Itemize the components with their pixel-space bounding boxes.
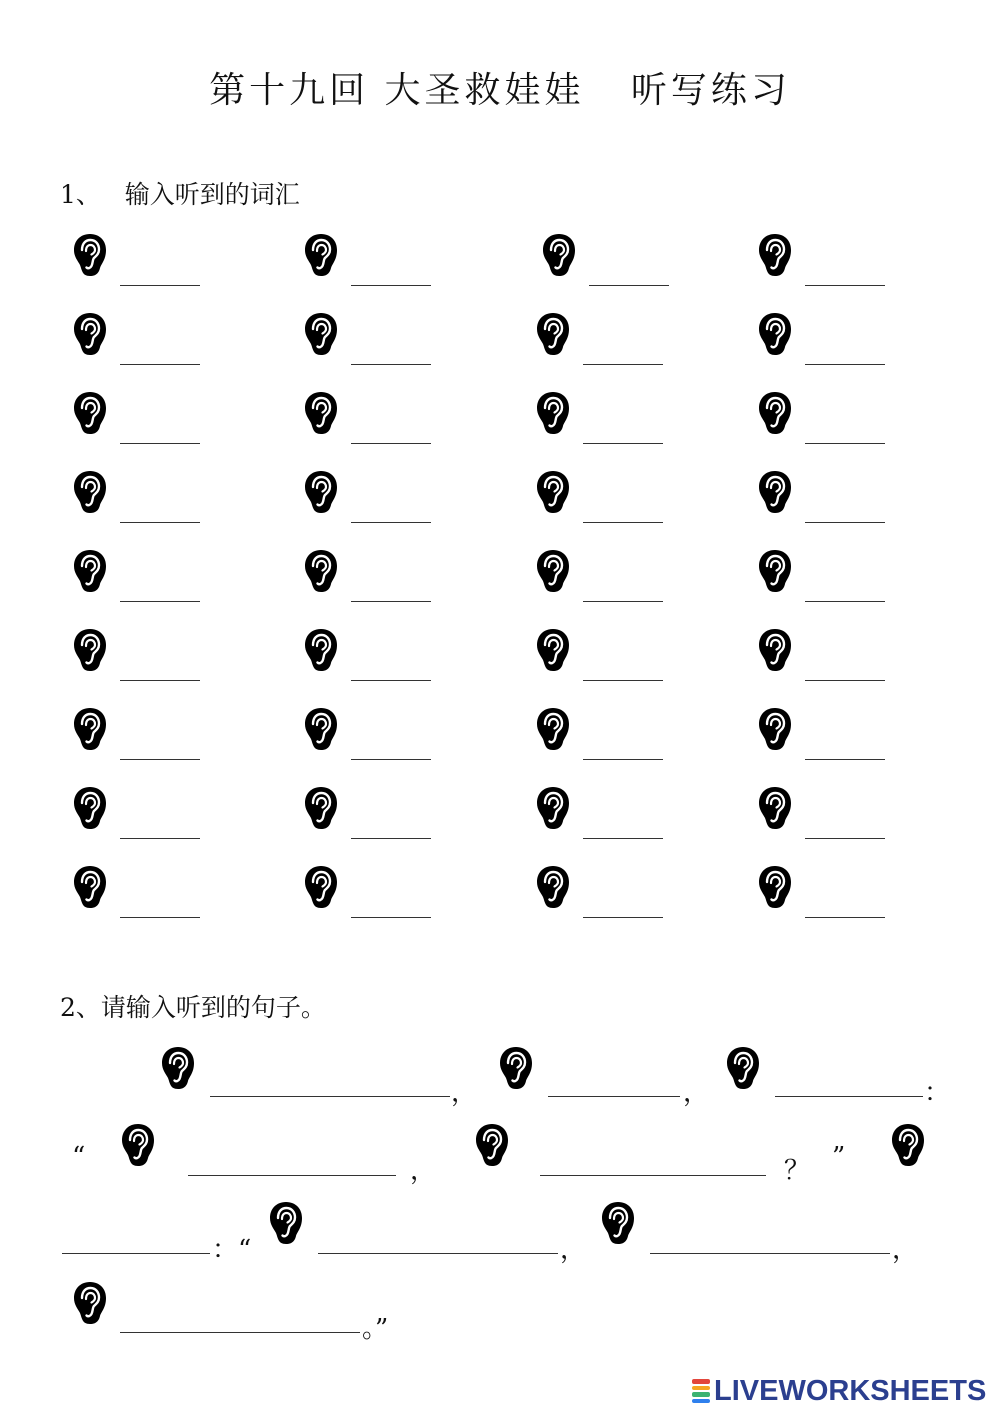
period-close-quote: 。”	[362, 1314, 389, 1344]
section2-label: 2、请输入听到的句子。	[60, 993, 326, 1022]
ear-icon[interactable]	[72, 232, 108, 278]
word-blank-line	[583, 522, 663, 523]
word-blank-line	[351, 838, 431, 839]
ear-icon[interactable]	[757, 469, 793, 515]
ear-icon[interactable]	[600, 1200, 636, 1246]
word-input[interactable]	[805, 497, 885, 521]
word-input[interactable]	[583, 576, 663, 600]
word-input[interactable]	[805, 260, 885, 284]
open-quote: “	[72, 1142, 86, 1172]
ear-icon[interactable]	[757, 548, 793, 594]
close-quote: ”	[832, 1142, 846, 1172]
ear-icon[interactable]	[890, 1122, 926, 1168]
word-blank-line	[120, 680, 200, 681]
ear-icon[interactable]	[535, 627, 571, 673]
word-blank-line	[583, 917, 663, 918]
word-input[interactable]	[805, 734, 885, 758]
comma: ，	[451, 1078, 478, 1108]
colon: ：	[924, 1078, 951, 1108]
word-blank-line	[805, 680, 885, 681]
word-input[interactable]	[120, 813, 200, 837]
ear-icon[interactable]	[541, 232, 577, 278]
section1-label: 1、 输入听到的词汇	[60, 180, 300, 209]
ear-icon[interactable]	[757, 390, 793, 436]
word-input[interactable]	[351, 418, 431, 442]
ear-icon[interactable]	[303, 627, 339, 673]
word-input[interactable]	[120, 655, 200, 679]
word-input[interactable]	[805, 418, 885, 442]
word-input[interactable]	[805, 576, 885, 600]
word-blank-line	[120, 759, 200, 760]
word-blank-line	[805, 285, 885, 286]
word-input[interactable]	[120, 892, 200, 916]
ear-icon[interactable]	[72, 548, 108, 594]
sentence-blank[interactable]	[548, 1096, 680, 1097]
sentence-blank[interactable]	[120, 1332, 360, 1333]
ear-icon[interactable]	[303, 390, 339, 436]
ear-icon[interactable]	[535, 311, 571, 357]
sentence-blank[interactable]	[775, 1096, 923, 1097]
word-input[interactable]	[351, 339, 431, 363]
word-input[interactable]	[583, 497, 663, 521]
ear-icon[interactable]	[303, 469, 339, 515]
word-input[interactable]	[589, 260, 669, 284]
word-input[interactable]	[351, 497, 431, 521]
word-blank-line	[120, 285, 200, 286]
colon-open-quote: ：“	[212, 1235, 252, 1265]
word-blank-line	[351, 917, 431, 918]
ear-icon[interactable]	[535, 469, 571, 515]
word-input[interactable]	[351, 892, 431, 916]
word-blank-line	[805, 443, 885, 444]
comma: ，	[892, 1235, 919, 1265]
ear-icon[interactable]	[757, 627, 793, 673]
ear-icon[interactable]	[72, 390, 108, 436]
word-input[interactable]	[805, 813, 885, 837]
word-blank-line	[351, 285, 431, 286]
word-input[interactable]	[583, 734, 663, 758]
ear-icon[interactable]	[535, 785, 571, 831]
sentence-blank[interactable]	[62, 1253, 210, 1254]
sentence-blank[interactable]	[540, 1175, 766, 1176]
ear-icon[interactable]	[303, 785, 339, 831]
word-blank-line	[120, 522, 200, 523]
word-input[interactable]	[583, 813, 663, 837]
ear-icon[interactable]	[303, 548, 339, 594]
ear-icon[interactable]	[72, 785, 108, 831]
ear-icon[interactable]	[303, 232, 339, 278]
sentence-blank[interactable]	[210, 1096, 450, 1097]
word-input[interactable]	[351, 813, 431, 837]
word-blank-line	[351, 443, 431, 444]
question-mark: ？	[784, 1156, 811, 1186]
word-input[interactable]	[351, 576, 431, 600]
sentence-blank[interactable]	[318, 1253, 558, 1254]
word-input[interactable]	[120, 734, 200, 758]
word-blank-line	[351, 759, 431, 760]
comma: ，	[683, 1078, 710, 1108]
ear-icon[interactable]	[303, 311, 339, 357]
word-input[interactable]	[120, 497, 200, 521]
ear-icon[interactable]	[535, 390, 571, 436]
ear-icon[interactable]	[160, 1045, 196, 1091]
word-blank-line	[583, 364, 663, 365]
ear-icon[interactable]	[72, 311, 108, 357]
word-input[interactable]	[583, 655, 663, 679]
ear-icon[interactable]	[757, 785, 793, 831]
word-blank-line	[120, 443, 200, 444]
ear-icon[interactable]	[303, 864, 339, 910]
ear-icon[interactable]	[72, 706, 108, 752]
word-blank-line	[583, 838, 663, 839]
word-blank-line	[351, 680, 431, 681]
ear-icon[interactable]	[535, 864, 571, 910]
logo-mark	[692, 1378, 710, 1404]
word-blank-line	[351, 364, 431, 365]
word-blank-line	[805, 838, 885, 839]
word-blank-line	[805, 522, 885, 523]
word-blank-line	[120, 601, 200, 602]
ear-icon[interactable]	[303, 706, 339, 752]
word-input[interactable]	[351, 655, 431, 679]
ear-icon[interactable]	[757, 311, 793, 357]
ear-icon[interactable]	[72, 1280, 108, 1326]
word-input[interactable]	[583, 418, 663, 442]
ear-icon[interactable]	[535, 706, 571, 752]
word-input[interactable]	[805, 339, 885, 363]
ear-icon[interactable]	[725, 1045, 761, 1091]
word-blank-line	[120, 917, 200, 918]
ear-icon[interactable]	[268, 1200, 304, 1246]
sentence-blank[interactable]	[650, 1253, 890, 1254]
word-input[interactable]	[351, 260, 431, 284]
liveworksheets-logo	[692, 1374, 986, 1408]
comma: ，	[410, 1156, 437, 1186]
word-input[interactable]	[805, 892, 885, 916]
comma: ，	[560, 1235, 587, 1265]
word-blank-line	[351, 601, 431, 602]
ear-icon[interactable]	[120, 1122, 156, 1168]
word-blank-line	[805, 759, 885, 760]
word-input[interactable]	[583, 339, 663, 363]
word-input[interactable]	[120, 576, 200, 600]
ear-icon[interactable]	[72, 469, 108, 515]
ear-icon[interactable]	[535, 548, 571, 594]
page-title: 第十九回 大圣救娃娃 听写练习	[209, 70, 791, 111]
word-input[interactable]	[805, 655, 885, 679]
ear-icon[interactable]	[757, 232, 793, 278]
ear-icon[interactable]	[72, 627, 108, 673]
ear-icon[interactable]	[474, 1122, 510, 1168]
word-blank-line	[120, 364, 200, 365]
ear-icon[interactable]	[72, 864, 108, 910]
word-blank-line	[120, 838, 200, 839]
word-blank-line	[805, 601, 885, 602]
word-blank-line	[805, 364, 885, 365]
word-blank-line	[805, 917, 885, 918]
word-blank-line	[351, 522, 431, 523]
word-blank-line	[583, 680, 663, 681]
ear-icon[interactable]	[498, 1045, 534, 1091]
word-blank-line	[583, 601, 663, 602]
word-blank-line	[583, 443, 663, 444]
word-input[interactable]	[120, 339, 200, 363]
word-blank-line	[583, 759, 663, 760]
word-input[interactable]	[351, 734, 431, 758]
word-input[interactable]	[120, 418, 200, 442]
logo-text: LIVEWORKSHEETS	[714, 1374, 987, 1407]
word-input[interactable]	[120, 260, 200, 284]
sentence-blank[interactable]	[188, 1175, 396, 1176]
word-blank-line	[589, 285, 669, 286]
ear-icon[interactable]	[757, 706, 793, 752]
word-input[interactable]	[583, 892, 663, 916]
ear-icon[interactable]	[757, 864, 793, 910]
